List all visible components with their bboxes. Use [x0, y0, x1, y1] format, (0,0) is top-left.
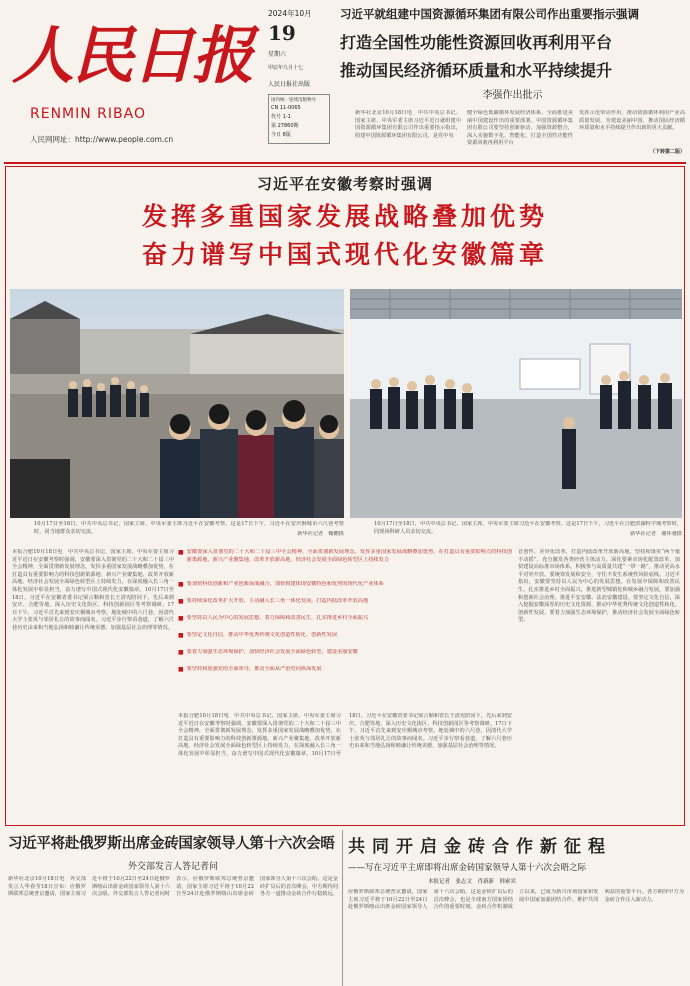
credit-left: 新华社记者 鞠鹏摄 — [297, 531, 344, 537]
lead-story-box — [5, 166, 685, 826]
bullet-square: ■ — [178, 581, 184, 588]
photo-science-city-image — [350, 289, 682, 518]
highlight-text: 要坚持以人民为中心的发展思想，着力保障和改善民生，扎实推进乡村全面振兴 — [186, 615, 369, 621]
cn-label: 国内统一连续出版物号 — [271, 98, 316, 103]
newspaper-pinyin: RENMIN RIBAO — [30, 106, 146, 122]
top-story-col-3: 发挥示范带动作用，推动资源循环利用产业高质量发展，为建设美丽中国、推动国民经济循环质量和水平持续提升作出新的更大贡献。 — [579, 110, 685, 132]
highlight-item — [178, 598, 512, 613]
top-story-continued: （下转第二版） — [649, 149, 685, 155]
masthead-divider — [4, 162, 686, 164]
lead-title-1: 发挥多重国家发展战略叠加优势 — [141, 202, 548, 231]
lead-kicker: 习近平在安徽考察时强调 — [256, 175, 433, 193]
issue-number: 第 27860期 — [271, 123, 299, 129]
photo-liuchi-alley — [10, 289, 344, 518]
top-story-subtitle: 李强作出批示 — [482, 90, 543, 101]
bullet-square: ■ — [178, 632, 184, 639]
date-month: 2024年10月 — [268, 9, 312, 18]
bottom-right-story — [348, 832, 684, 986]
top-story-kicker: 习近平就组建中国资源循环集团有限公司作出重要指示强调 — [340, 7, 639, 21]
website-line: 人民网网址：http://www.people.com.cn — [30, 135, 174, 144]
postal-code: 代号 1-1 — [271, 114, 291, 120]
highlight-item — [178, 666, 512, 681]
date-lunar: 甲辰年九月十七 — [268, 65, 304, 71]
bullet-square: ■ — [178, 666, 184, 673]
masthead — [0, 0, 690, 165]
highlight-text: 要持续深化改革扩大开放，主动融入长三角一体化发展，打造内陆改革开放高地 — [186, 598, 369, 604]
highlight-item — [178, 632, 512, 647]
publisher-line: 人民日报社出版 — [268, 81, 311, 88]
caption-left: 10月17日至18日，中共中央总书记、国家主席、中央军委主席习近平在安徽考察。这是17日下午，习近平在安庆桐城市六尺巷考察时，同当地群众亲切交流。 — [34, 521, 344, 535]
highlight-item — [178, 615, 512, 630]
credit-right: 新华社记者 谢环驰摄 — [630, 531, 682, 537]
bullet-square: ■ — [178, 549, 184, 556]
lead-title-2: 奋力谱写中国式现代化安徽篇章 — [141, 240, 548, 269]
lead-highlights — [178, 549, 512, 705]
lead-body-left: 本报合肥10月18日电 中共中央总书记、国家主席、中央军委主席习近平近日在安徽考察时强调，安徽要深入贯彻党的二十大和二十届三中全会精神，全面贯彻新发展理念，发挥多重国家发展战略叠加优势，在打造具有重要影响力的科技创新策源地、新兴产业聚集地、改革开放新高地、经济社会发展全面绿色转型区上持续发力，在深度融入长三角一体化发展中彰显担当，奋力谱写中国式现代化安徽篇章。10月17日至18日，习近平在安徽省委书记梁言顺和省长王清宪陪同下，先后来到安庆、合肥等地，深入历史文化街区、科技创新园区等考察调研。17日下午，习近平首先来到安庆桐城市考察。地处城中的六尺巷，因清代大学士张英与邻居礼让的故事而闻名。习近平步行察看巷道，了解六尺巷历史由来和当地弘扬和睦谦让传统美德、加强基层社会治理等情况。 — [12, 549, 174, 631]
highlight-text: 要坚定文化自信，推动中华优秀传统文化创造性转化、创新性发展 — [186, 632, 338, 638]
top-story — [340, 6, 685, 161]
bullet-square: ■ — [178, 649, 184, 656]
bullet-square: ■ — [178, 615, 184, 622]
page-count: 今日 8版 — [271, 132, 291, 138]
highlight-text: 安徽要深入贯彻党的二十大和二十届三中全会精神，全面贯彻新发展理念，发挥多重国家发展战略叠加优势，在打造具有重要影响力的科技创新策源地、新兴产业聚集地、改革开放新高地、经济社会发展全面绿色转型区上持续发力 — [186, 549, 512, 563]
lead-body-middle: 本报合肥10月18日电 中共中央总书记、国家主席、中央军委主席习近平近日在安徽考察时强调，安徽要深入贯彻党的二十大和二十届三中全会精神，全面贯彻新发展理念，发挥多重国家发展战略叠加优势，在打造具有重要影响力的科技创新策源地、新兴产业聚集地、改革开放新高地、经济社会发展全面绿色转型区上持续发力，在深度融入长三角一体化发展中彰显担当，奋力谱写中国式现代化安徽篇章。10月17日至18日，习近平在安徽省委书记梁言顺和省长王清宪陪同下，先后来到安庆、合肥等地，深入历史文化街区、科技创新园区等考察调研。17日下午，习近平首先来到安庆桐城市考察。地处城中的六尺巷，因清代大学士张英与邻居礼让的故事而闻名。习近平步行察看巷道，了解六尺巷历史由来和当地弘扬和睦谦让传统美德、加强基层社会治理等情况。 — [178, 713, 512, 757]
bottom-left-title: 习近平将赴俄罗斯出席金砖国家领导人第十六次会晤 — [8, 836, 335, 852]
bottom-left-body: 新华社北京10月18日电 外交部发言人华春莹18日宣布：应俄罗斯联邦总统普京邀请，国家主席习近平将于10月22日至24日赴俄罗斯喀山出席金砖国家领导人第十六次会晤。外交部发言人答记者问时表示，应俄罗斯联邦总统普京邀请，国家主席习近平将于10月22日至24日赴俄罗斯喀山出席金砖国家领导人第十六次会晤。这是金砖扩员后的首次峰会，中方期待同各方一道推动金砖合作行稳致远。 — [8, 876, 338, 898]
bottom-right-byline: 本报记者 张志文 肖新新 韩索宾 — [428, 879, 517, 885]
highlight-item — [178, 549, 512, 579]
bottom-left-subtitle: 外交部发言人答记者问 — [127, 862, 218, 872]
highlight-item — [178, 649, 512, 664]
newspaper-logo: 人民日报 — [12, 19, 253, 92]
top-story-col-3-wrap — [579, 110, 685, 158]
date-weekday: 星期六 — [268, 51, 287, 58]
bottom-right-subtitle: ——写在习近平主席即将出席金砖国家领导人第十六次会晤之际 — [348, 863, 587, 873]
top-story-columns — [355, 110, 685, 158]
highlight-item — [178, 581, 512, 596]
cn-code: CN 11-0065 — [271, 105, 301, 111]
date-box — [268, 8, 330, 146]
lead-body-right: 首创性、差异化改革，打造内陆改革开放新高地。坚持和落实“两个毫不动摇”，充分激发各类经营主体活力。深化要素市场化配置改革，加快建设高标准市场体系。积极参与高质量共建“一带一路”，推动更高水平对外开放。要统筹发展和安全，守住不发生系统性风险底线。习近平指出，安徽要坚持以人民为中心的发展思想，在发展中保障和改善民生，扎实推进乡村全面振兴，推进新型城镇化和城乡融合发展。要加强和创新社会治理，推进平安安徽、法治安徽建设。要坚定文化自信，深入挖掘安徽深厚的历史文化资源，推动中华优秀传统文化创造性转化、创新性发展。要着力加强生态环境保护，推动经济社会发展全面绿色转型。 — [518, 549, 680, 624]
bullet-square: ■ — [178, 598, 184, 605]
photo-science-city — [350, 289, 682, 518]
top-story-title-2: 推动国民经济循环质量和水平持续提升 — [340, 61, 613, 80]
top-story-title-1: 打造全国性功能性资源回收再利用平台 — [340, 33, 613, 52]
photo-liuchi-alley-image — [10, 289, 344, 518]
highlight-text: 要加快科技创新和产业创新深度融合，加快构建体现安徽特色和优势的现代化产业体系 — [186, 581, 384, 587]
bottom-right-body: 应俄罗斯联邦总统普京邀请，国家主席习近平将于10月22日至24日赴俄罗斯喀山出席金砖国家领导人第十六次会晤。这是金砖扩员后的首次峰会，也是全球南方国家团结合作的重要时刻。金砖合作机制成立以来，已成为新兴市场国家和发展中国家加强团结合作、维护共同利益的重要平台。各方期待中方为金砖合作注入新动力。 — [348, 889, 684, 911]
top-story-col-2: 健全绿色低碳循环发展经济体系、全面推进美丽中国建设作出的重要部署。中国资源循环集团有限公司要坚持创新驱动，加强资源整合，深入实施数字化、智能化，打造全国性功能性资源回收再利用平台 — [467, 110, 573, 147]
date-day: 19 — [268, 21, 296, 45]
highlight-text: 要着力加强生态环境保护，加快经济社会发展全面绿色转型，建设美丽安徽 — [186, 649, 358, 655]
bottom-right-title: 共同开启金砖合作新征程 — [348, 837, 612, 857]
caption-right: 10月17日至18日，中共中央总书记、国家主席、中央军委主席习近平在安徽考察。这是17日下午，习近平在合肥滨湖科学城考察时，同现场科研人员亲切交流。 — [374, 521, 682, 535]
pub-code-box — [268, 94, 330, 144]
bottom-left-story — [8, 832, 338, 986]
top-story-col-1: 新华社北京10月18日电 中共中央总书记、国家主席、中央军委主席习近平近日就组建中国资源循环集团有限公司作出重要指示指出，组建中国资源循环集团有限公司，是党中央 — [355, 110, 461, 139]
highlight-text: 要坚持和加强党的全面领导，推动全面从严治党向纵深发展 — [186, 666, 322, 672]
bottom-divider — [342, 830, 343, 986]
